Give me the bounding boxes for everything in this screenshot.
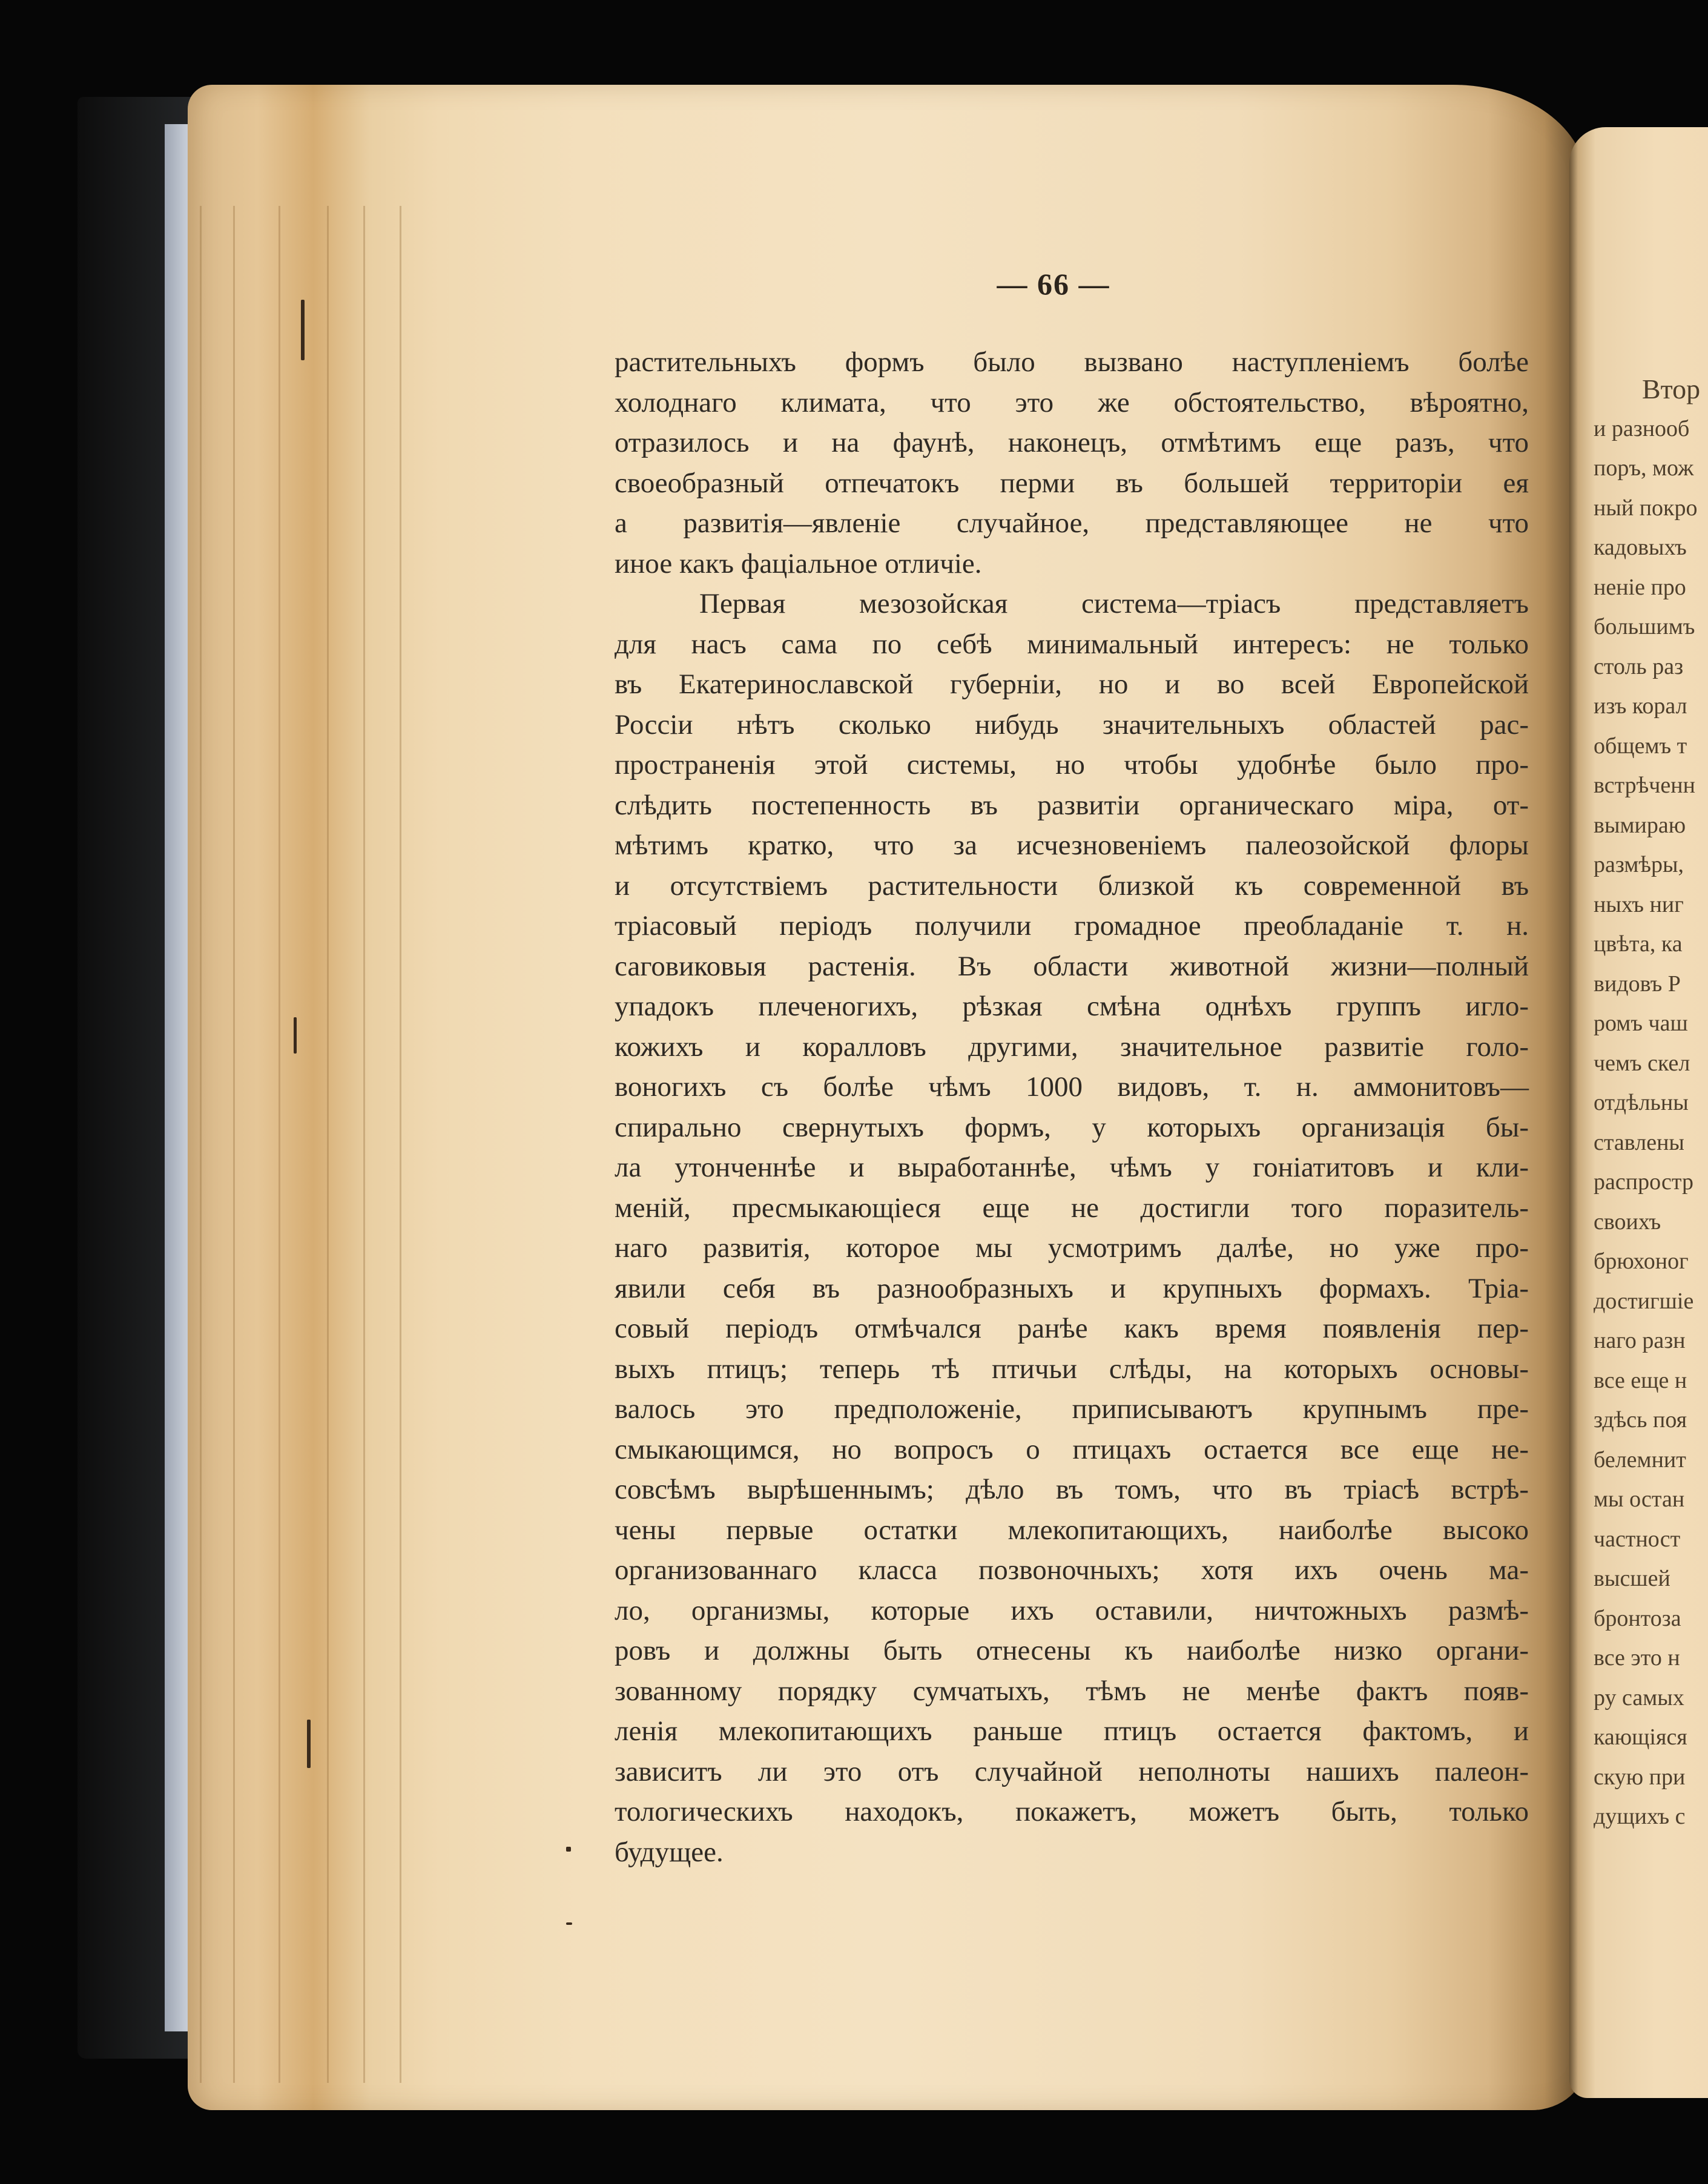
right-page-text bbox=[1594, 369, 1708, 1837]
text-line: общемъ т bbox=[1594, 733, 1687, 759]
text-line: выхъ птицъ; теперь тѣ птичьи слѣды, на которыхъ основы- bbox=[615, 1353, 1529, 1385]
text-line: саговиковыя растенiя. Въ области животной жизни—полный bbox=[615, 950, 1529, 982]
text-line: иное какъ фацiальное отличiе. bbox=[615, 547, 982, 579]
text-line: ру самых bbox=[1594, 1684, 1684, 1711]
text-line: ла утонченнѣе и выработаннѣе, чѣмъ у гонiатитовъ и кли- bbox=[615, 1152, 1529, 1183]
text-line: столь раз bbox=[1594, 653, 1684, 679]
text-line: высшей bbox=[1594, 1566, 1670, 1591]
text-line: зованному порядку сумчатыхъ, тѣмъ не менѣе фактъ появ- bbox=[615, 1675, 1529, 1707]
text-line: валось это предположенiе, приписываютъ крупнымъ пре- bbox=[615, 1393, 1529, 1425]
page-edge bbox=[200, 206, 202, 2083]
text-line: въ Екатеринославской губернiи, но и во всей Европейской bbox=[615, 668, 1529, 700]
text-line: явили себя въ разнообразныхъ и крупныхъ формахъ. Трiа- bbox=[615, 1272, 1529, 1304]
text-line: Первая мезозойская система—трiасъ представляетъ bbox=[699, 588, 1529, 619]
text-line: своеобразный отпечатокъ перми въ большей территорiи ея bbox=[615, 467, 1529, 499]
text-line: Россiи нѣтъ сколько нибудь значительныхъ областей рас- bbox=[615, 708, 1529, 741]
text-line: а развитiя—явленiе случайное, представляющее не что bbox=[615, 507, 1529, 539]
text-line: менiй, пресмыкающiеся еще не достигли того поразитель- bbox=[615, 1192, 1529, 1224]
text-line: изъ корал bbox=[1594, 693, 1687, 719]
text-line: кадовыхъ bbox=[1594, 535, 1687, 560]
page-edge bbox=[233, 206, 235, 2083]
page-edge bbox=[363, 206, 365, 2083]
page-edge bbox=[400, 206, 401, 2083]
text-line: зависитъ ли это отъ случайной неполноты нашихъ палеон- bbox=[615, 1755, 1529, 1787]
page-edge bbox=[327, 206, 329, 2083]
text-line: большимъ bbox=[1594, 614, 1695, 639]
text-line: все это н bbox=[1594, 1645, 1680, 1671]
text-line: поръ, мож bbox=[1594, 455, 1694, 481]
text-line: распростр bbox=[1594, 1169, 1693, 1195]
text-line: трiасовый перiодъ получили громадное преобладанiе т. н. bbox=[615, 910, 1529, 942]
text-line: пространенiя этой системы, но чтобы удобнѣе было про- bbox=[615, 749, 1529, 780]
text-line: ставлены bbox=[1594, 1129, 1684, 1155]
text-line: ный покро bbox=[1594, 495, 1698, 521]
right-page bbox=[1569, 127, 1708, 2098]
text-line: слѣдить постепенность въ развитiи органическаго мiра, от- bbox=[615, 789, 1529, 821]
text-line: белемнит bbox=[1594, 1447, 1686, 1473]
text-line: и отсутствiемъ растительности близкой къ современной въ bbox=[615, 869, 1529, 902]
text-line: холоднаго климата, что это же обстоятельство, вѣроятно, bbox=[615, 386, 1529, 418]
text-line: дущихъ с bbox=[1594, 1804, 1686, 1829]
text-line: и разнооб bbox=[1594, 415, 1690, 441]
text-line: ровъ и должны быть отнесены къ наиболѣе низко органи- bbox=[615, 1635, 1529, 1666]
text-line: кающiяся bbox=[1594, 1724, 1687, 1750]
text-line: будущее. bbox=[615, 1836, 724, 1868]
text-line: здѣсь поя bbox=[1594, 1407, 1687, 1433]
text-line: организованнаго класса позвоночныхъ; хотя ихъ очень ма- bbox=[615, 1554, 1529, 1586]
text-line: бронтоза bbox=[1594, 1605, 1681, 1631]
text-line: ненiе про bbox=[1594, 574, 1686, 600]
text-line: чемъ скел bbox=[1594, 1050, 1690, 1076]
text-line: ныхъ ниг bbox=[1594, 891, 1684, 917]
text-line: отдѣльны bbox=[1594, 1090, 1689, 1115]
text-line: для насъ сама по себѣ минимальный интересъ: не только bbox=[615, 628, 1529, 660]
text-line: размѣры, bbox=[1594, 852, 1684, 877]
page-text bbox=[615, 342, 1529, 1872]
text-line: кожихъ и коралловъ другими, значительное развитiе голо- bbox=[615, 1031, 1529, 1063]
text-line: мы остан bbox=[1594, 1486, 1685, 1512]
text-line: частност bbox=[1594, 1526, 1681, 1552]
text-line: своихъ bbox=[1594, 1209, 1661, 1235]
text-line: встрѣченн bbox=[1594, 773, 1695, 798]
text-line: ло, организмы, которые ихъ оставили, ничтожныхъ размѣ- bbox=[615, 1594, 1529, 1626]
text-line: видовъ Р bbox=[1594, 971, 1681, 997]
text-line: ромъ чаш bbox=[1594, 1011, 1688, 1036]
page-number: — 66 — bbox=[997, 267, 1110, 301]
text-line: отразилось и на фаунѣ, наконецъ, отмѣтимъ еще разъ, что bbox=[615, 427, 1529, 458]
text-line: мѣтимъ кратко, что за исчезновенiемъ палеозойской флоры bbox=[615, 830, 1529, 861]
text-line: совый перiодъ отмѣчался ранѣе какъ время появленiя пер- bbox=[615, 1313, 1529, 1344]
text-line: чены первые остатки млекопитающихъ, наиболѣе высоко bbox=[615, 1514, 1529, 1546]
text-line: растительныхъ формъ было вызвано наступленiемъ болѣе bbox=[615, 346, 1529, 378]
text-line: вымираю bbox=[1594, 812, 1686, 838]
text-line: упадокъ плеченогихъ, рѣзкая смѣна однѣхъ группъ игло- bbox=[615, 991, 1529, 1022]
text-line: брюхоног bbox=[1594, 1249, 1689, 1274]
text-line: воногихъ съ болѣе чѣмъ 1000 видовъ, т. н. аммонитовъ— bbox=[615, 1071, 1529, 1103]
text-line: тологическихъ находокъ, покажетъ, можетъ быть, только bbox=[615, 1796, 1529, 1827]
text-line: скую при bbox=[1594, 1764, 1686, 1790]
text-line: цвѣта, ка bbox=[1594, 931, 1683, 957]
text-line: все еще н bbox=[1594, 1367, 1687, 1393]
text-line: наго развитiя, которое мы усмотримъ далѣе, но уже про- bbox=[615, 1232, 1529, 1264]
text-line: Втор bbox=[1642, 374, 1701, 404]
page-edge bbox=[279, 206, 280, 2083]
text-line: наго разн bbox=[1594, 1328, 1686, 1353]
text-line: спирально свернутыхъ формъ, у которыхъ организацiя бы- bbox=[615, 1111, 1529, 1143]
text-line: ленiя млекопитающихъ раньше птицъ остается фактомъ, и bbox=[615, 1715, 1529, 1747]
text-line: совсѣмъ вырѣшеннымъ; дѣло въ томъ, что въ трiасѣ встрѣ- bbox=[615, 1474, 1529, 1505]
text-line: смыкающимся, но вопросъ о птицахъ остается все еще не- bbox=[615, 1433, 1529, 1465]
text-line: достигшiе bbox=[1594, 1288, 1694, 1314]
